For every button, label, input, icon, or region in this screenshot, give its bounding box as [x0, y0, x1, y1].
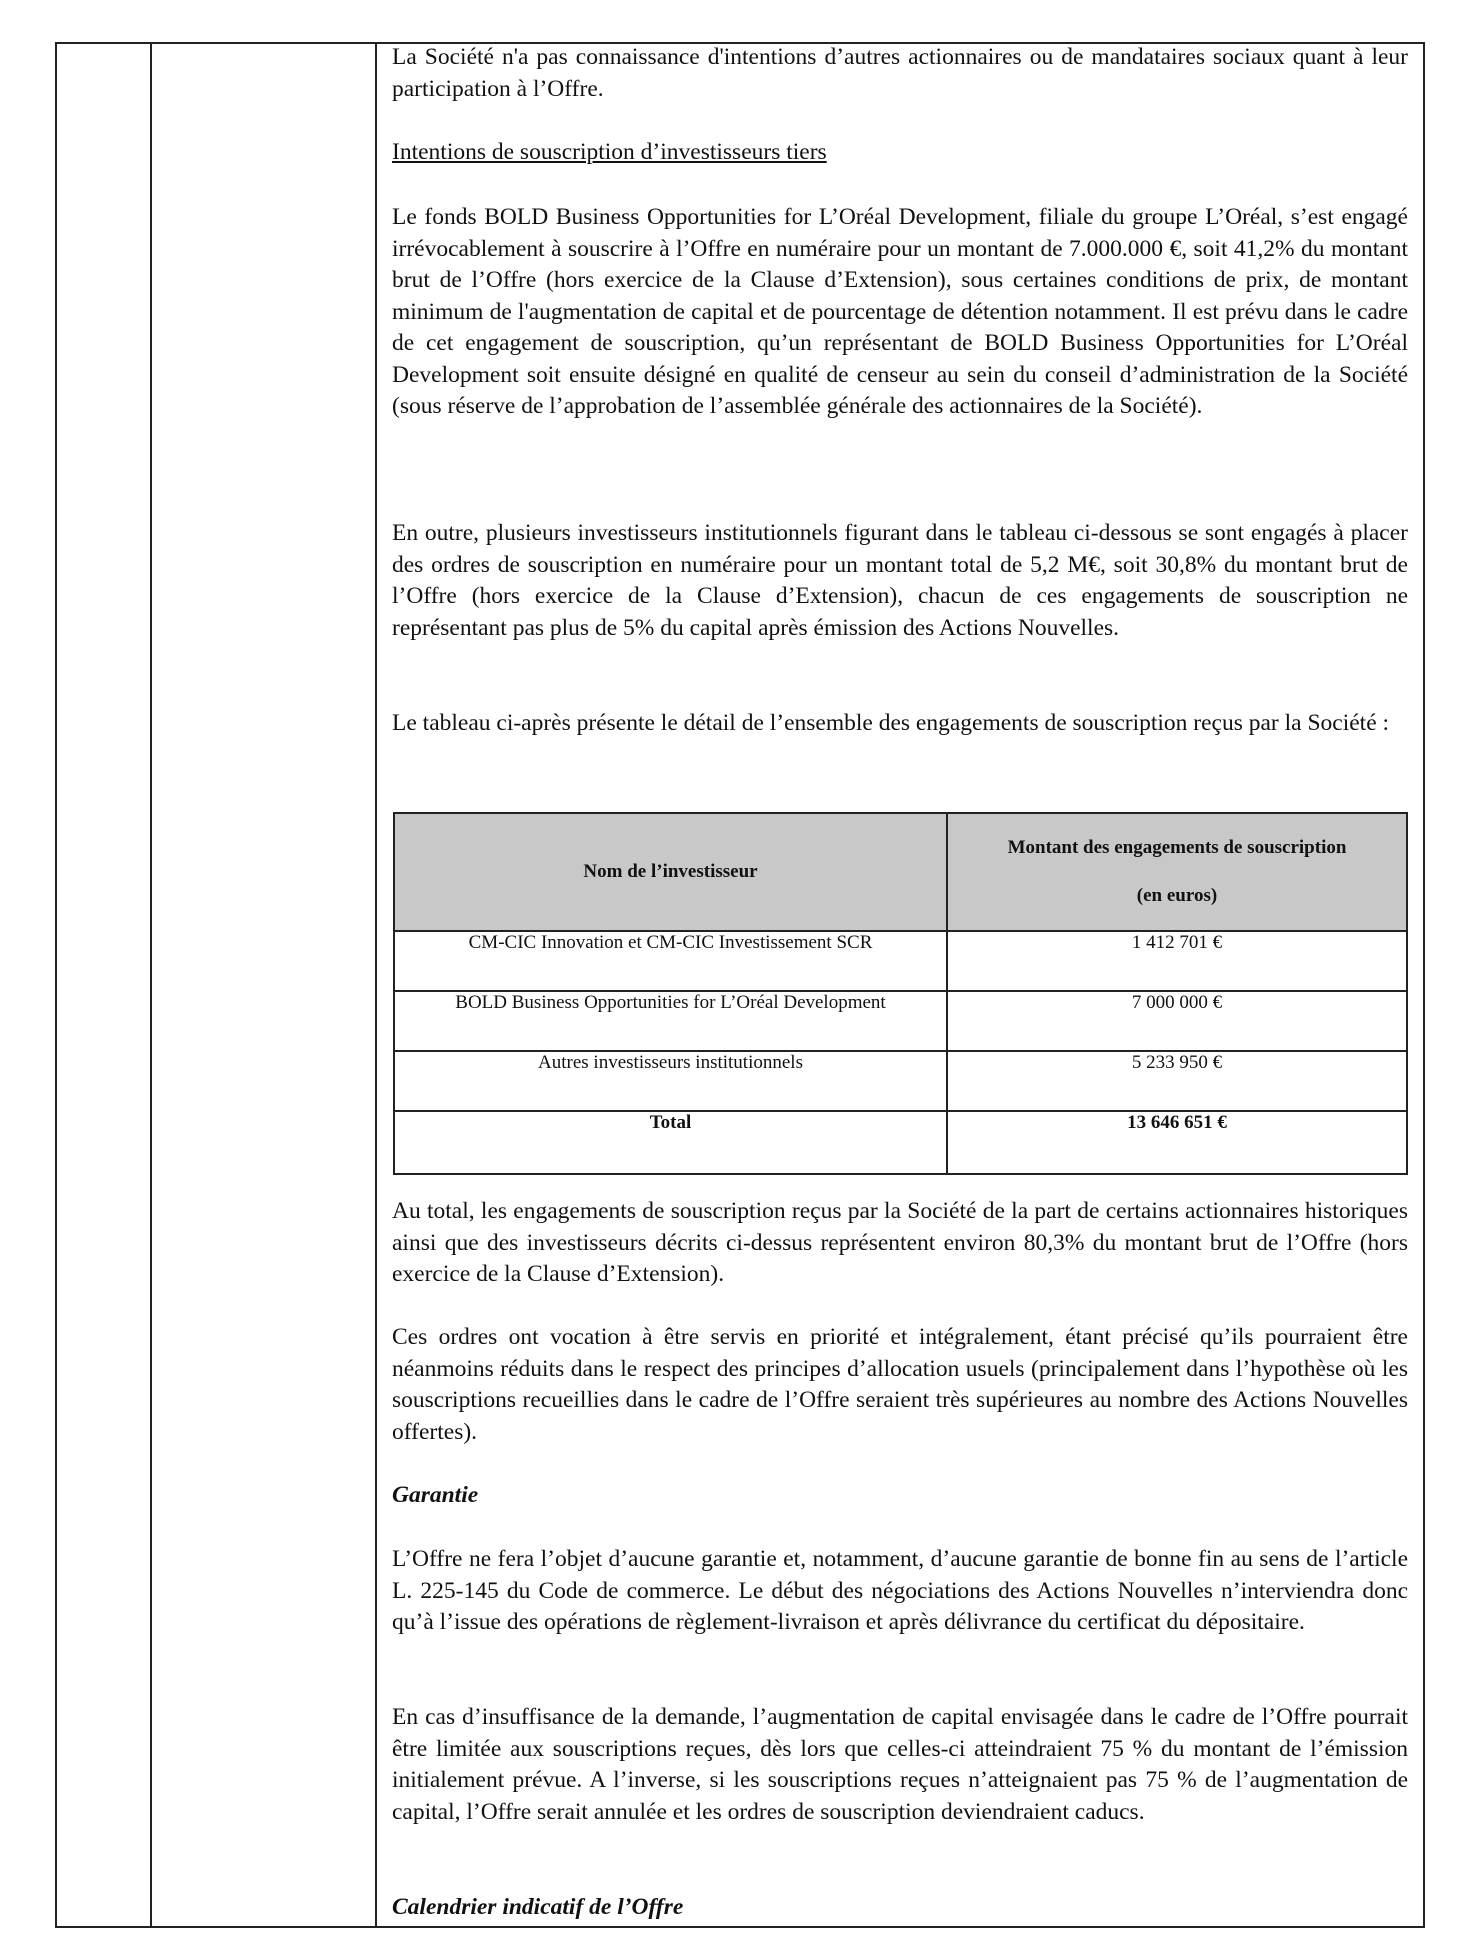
- table-row: [394, 991, 1407, 1051]
- paragraph-table-intro: Le tableau ci-après présente le détail de l’ensemble des engagements de souscription reçus par la Société :: [392, 710, 1390, 736]
- investor-amount-cell: 5 233 950 €: [947, 1051, 1407, 1111]
- paragraph-ordres-priorite: Ces ordres ont vocation à être servis en priorité et intégralement, étant précisé qu’ils pourraient être néanmoins réduits dans le respect des principes d’allocation usuels (principalement dans l’hypothèse où les souscriptions recueillies dans le cadre de l’Offre seraient très supérieures au nombre des Actions Nouvelles offertes).: [392, 1324, 1408, 1445]
- paragraph-intentions-actionnaires: La Société n'a pas connaissance d'intentions d’autres actionnaires ou de mandataires sociaux quant à leur participation à l’Offre.: [392, 44, 1408, 102]
- table-total-row: [394, 1111, 1407, 1174]
- heading-calendrier: Calendrier indicatif de l’Offre: [392, 1894, 684, 1920]
- engagements-table: [393, 812, 1408, 1175]
- investor-name-cell: BOLD Business Opportunities for L’Oréal Development: [394, 991, 947, 1051]
- column-divider-2: [375, 42, 377, 1928]
- investor-name-cell: CM-CIC Innovation et CM-CIC Investissement SCR: [394, 931, 947, 991]
- investor-name-cell: Autres investisseurs institutionnels: [394, 1051, 947, 1111]
- heading-garantie: Garantie: [392, 1482, 479, 1508]
- paragraph-bold-fund: Le fonds BOLD Business Opportunities for L’Oréal Development, filiale du groupe L’Oréal, s’est engagé irrévocablement à souscrire à l’Offre en numéraire pour un montant de 7.000.000 €, soit 41,2% du montant brut de l’Offre (hors exercice de la Clause d’Extension), sous certaines conditions de prix, de montant minimum de l'augmentation de capital et de pourcentage de détention notamment. Il est prévu dans le cadre de cet engagement de souscription, qu’un représentant de BOLD Business Opportunities for L’Oréal Development soit ensuite désigné en qualité de censeur au sein du conseil d’administration de la Société (sous réserve de l’approbation de l’assemblée générale des actionnaires de la Société).: [392, 204, 1408, 419]
- total-label-cell: Total: [394, 1111, 947, 1174]
- heading-intentions-tiers: Intentions de souscription d’investisseurs tiers: [392, 139, 827, 165]
- paragraph-insuffisance-demande: En cas d’insuffisance de la demande, l’augmentation de capital envisagée dans le cadre de l’Offre pourrait être limitée aux souscriptions reçues, dès lors que celles-ci atteindraient 75 % du montant de l’émission initialement prévue. A l’inverse, si les souscriptions reçues n’atteignaient pas 75 % de l’augmentation de capital, l’Offre serait annulée et les ordres de souscription deviendraient caducs.: [392, 1704, 1408, 1825]
- paragraph-total-engagements: Au total, les engagements de souscription reçus par la Société de la part de certains actionnaires historiques ainsi que des investisseurs décrits ci-dessus représentent environ 80,3% du montant brut de l’Offre (hors exercice de la Clause d’Extension).: [392, 1198, 1408, 1287]
- header-amount-unit: (en euros): [1136, 885, 1218, 906]
- paragraph-garantie: L’Offre ne fera l’objet d’aucune garantie et, notamment, d’aucune garantie de bonne fin au sens de l’article L. 225-145 du Code de commerce. Le début des négociations des Actions Nouvelles n’interviendra donc qu’à l’issue des opérations de règlement-livraison et après délivrance du certificat du dépositaire.: [392, 1546, 1408, 1635]
- investor-amount-cell: 1 412 701 €: [947, 931, 1407, 991]
- header-amount: [947, 813, 1407, 931]
- column-divider-1: [150, 42, 152, 1928]
- table-header-row: [394, 813, 1407, 931]
- table-row: [394, 1051, 1407, 1111]
- header-investor-name: Nom de l’investisseur: [394, 813, 947, 931]
- investor-amount-cell: 7 000 000 €: [947, 991, 1407, 1051]
- header-amount-title: Montant des engagements de souscription: [1007, 837, 1347, 858]
- paragraph-investisseurs-institutionnels: En outre, plusieurs investisseurs institutionnels figurant dans le tableau ci-dessous se sont engagés à placer des ordres de souscription en numéraire pour un montant total de 5,2 M€, soit 30,8% du montant brut de l’Offre (hors exercice de la Clause d’Extension), chacun de ces engagements de souscription ne représentant pas plus de 5% du capital après émission des Actions Nouvelles.: [392, 520, 1408, 641]
- table-row: [394, 931, 1407, 991]
- total-amount-cell: 13 646 651 €: [947, 1111, 1407, 1174]
